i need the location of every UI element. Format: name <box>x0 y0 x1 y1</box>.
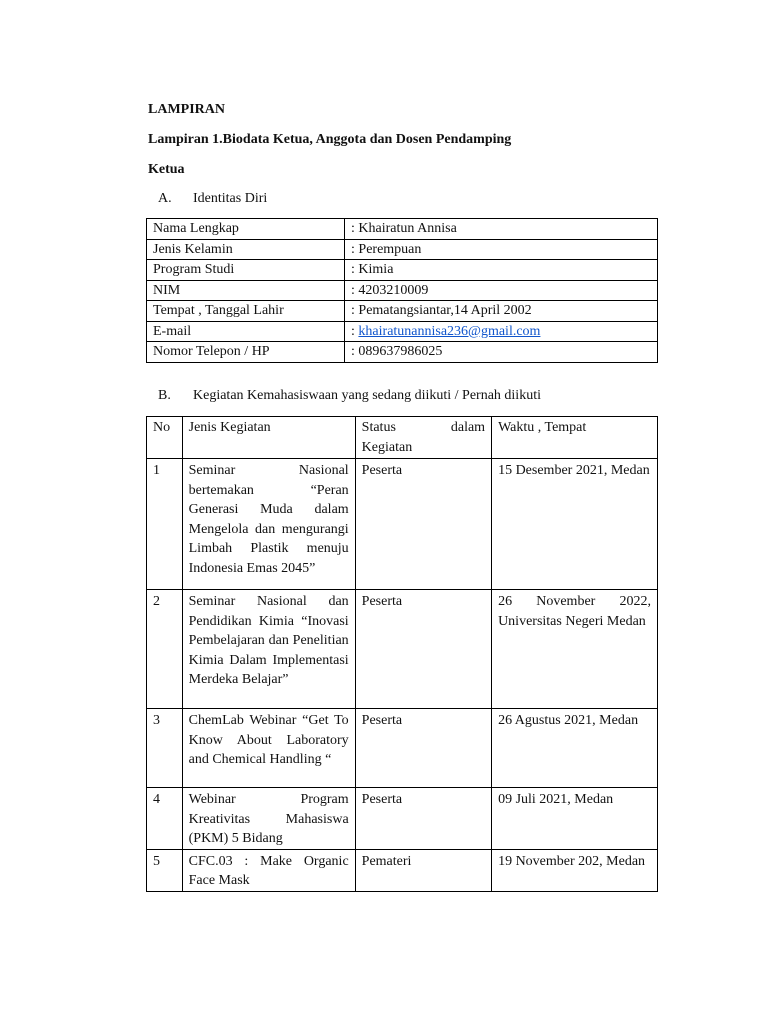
lampiran-heading: LAMPIRAN <box>148 102 225 117</box>
table-row <box>147 219 658 240</box>
activity-jenis: Seminar Nasional dan Pendidikan Kimia “Inovasi Pembelajaran dan Penelitian Kimia Dalam Implementasi Merdeka Belajar” <box>182 590 355 709</box>
email-prefix: : <box>351 323 359 339</box>
table-row <box>147 709 658 788</box>
identity-label: E-mail <box>147 321 345 342</box>
identity-value: : Perempuan <box>345 239 658 260</box>
identity-label: NIM <box>147 280 345 301</box>
table-row <box>147 260 658 281</box>
activity-jenis: CFC.03 : Make Organic Face Mask <box>182 849 355 891</box>
lampiran-1-heading: Lampiran 1.Biodata Ketua, Anggota dan Dosen Pendamping <box>148 132 512 147</box>
activity-waktu: 09 Juli 2021, Medan <box>492 788 658 850</box>
table-row <box>147 280 658 301</box>
header-status: Status dalam Kegiatan <box>355 417 491 459</box>
table-row <box>147 301 658 322</box>
table-header-row <box>147 417 658 459</box>
activity-no: 2 <box>147 590 183 709</box>
identity-label: Nama Lengkap <box>147 219 345 240</box>
activity-status: Peserta <box>355 590 491 709</box>
activity-no: 4 <box>147 788 183 850</box>
table-row <box>147 590 658 709</box>
header-jenis-kegiatan: Jenis Kegiatan <box>182 417 355 459</box>
table-row <box>147 321 658 342</box>
activity-no: 3 <box>147 709 183 788</box>
section-b-marker: B. <box>158 388 171 403</box>
email-value <box>345 321 658 342</box>
activity-status: Peserta <box>355 788 491 850</box>
table-row <box>147 342 658 363</box>
table-row <box>147 459 658 590</box>
table-row <box>147 849 658 891</box>
identity-label: Program Studi <box>147 260 345 281</box>
activity-status: Pemateri <box>355 849 491 891</box>
activity-jenis: Webinar Program Kreativitas Mahasiswa (PKM) 5 Bidang <box>182 788 355 850</box>
table-row <box>147 239 658 260</box>
identity-value: : Khairatun Annisa <box>345 219 658 240</box>
identity-table <box>146 218 658 363</box>
activity-table <box>146 416 658 892</box>
identity-label: Nomor Telepon / HP <box>147 342 345 363</box>
identity-label: Jenis Kelamin <box>147 239 345 260</box>
activity-waktu: 19 November 202, Medan <box>492 849 658 891</box>
identity-value: : 4203210009 <box>345 280 658 301</box>
activity-waktu: 26 Agustus 2021, Medan <box>492 709 658 788</box>
activity-waktu: 15 Desember 2021, Medan <box>492 459 658 590</box>
table-row <box>147 788 658 850</box>
header-no: No <box>147 417 183 459</box>
email-link[interactable]: khairatunannisa236@gmail.com <box>358 323 541 339</box>
section-a-marker: A. <box>158 191 172 206</box>
ketua-heading: Ketua <box>148 162 185 177</box>
activity-jenis: ChemLab Webinar “Get To Know About Laboratory and Chemical Handling “ <box>182 709 355 788</box>
activity-no: 5 <box>147 849 183 891</box>
identity-value: : Pematangsiantar,14 April 2002 <box>345 301 658 322</box>
identity-value: : 089637986025 <box>345 342 658 363</box>
header-waktu-tempat: Waktu , Tempat <box>492 417 658 459</box>
activity-jenis: Seminar Nasional bertemakan “Peran Generasi Muda dalam Mengelola dan mengurangi Limbah Plastik menuju Indonesia Emas 2045” <box>182 459 355 590</box>
activity-no: 1 <box>147 459 183 590</box>
identity-label: Tempat , Tanggal Lahir <box>147 301 345 322</box>
section-b-title: Kegiatan Kemahasiswaan yang sedang diikuti / Pernah diikuti <box>193 388 541 403</box>
section-a-title: Identitas Diri <box>193 191 268 206</box>
activity-status: Peserta <box>355 459 491 590</box>
activity-waktu: 26 November 2022, Universitas Negeri Medan <box>492 590 658 709</box>
identity-value: : Kimia <box>345 260 658 281</box>
activity-status: Peserta <box>355 709 491 788</box>
